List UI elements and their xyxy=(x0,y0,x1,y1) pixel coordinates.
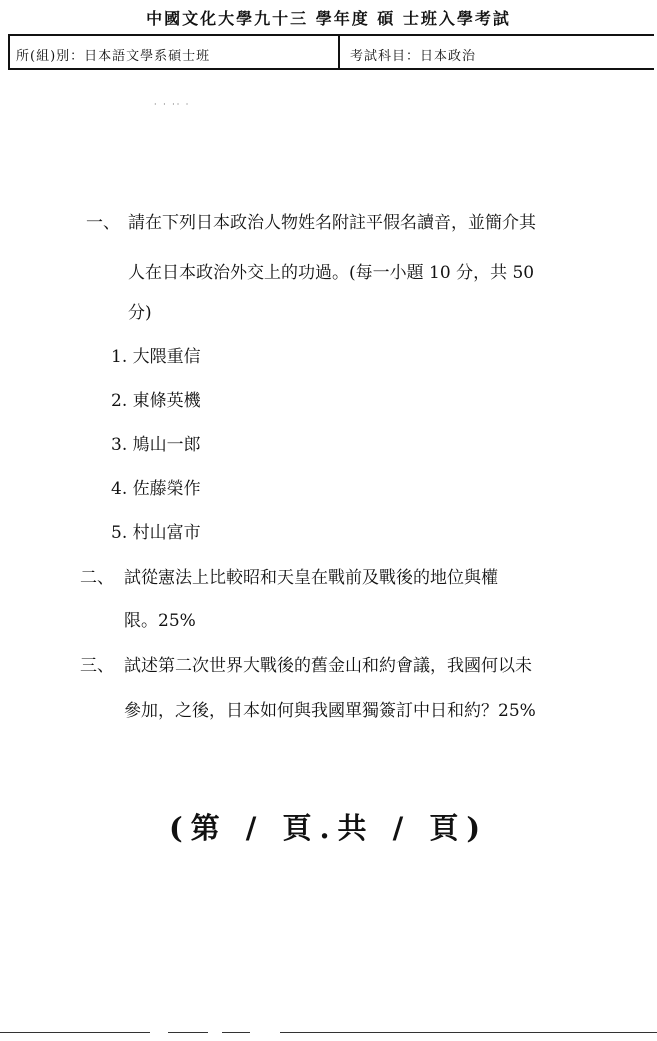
exam-title: 中國文化大學九十三 學年度 碩 士班入學考試 xyxy=(146,9,511,28)
question-1-number: 一、 xyxy=(86,213,120,233)
list-item: 5. 村山富市 xyxy=(111,523,201,543)
list-item: 3. 鳩山一郎 xyxy=(111,435,201,455)
question-3-line-1: 試述第二次世界大戰後的舊金山和約會議，我國何以未 xyxy=(124,656,532,676)
question-2-line-1: 試從憲法上比較昭和天皇在戰前及戰後的地位與權 xyxy=(124,568,498,588)
question-3-line-2: 參加，之後，日本如何與我國單獨簽訂中日和約？25% xyxy=(124,701,536,721)
question-1-line-2: 人在日本政治外交上的功過。(每一小題 10 分，共 50 xyxy=(128,263,535,283)
header-info-box xyxy=(8,34,654,70)
question-3-number: 三、 xyxy=(80,656,114,676)
scan-speck: · · ·· · xyxy=(154,100,191,109)
bottom-rule xyxy=(222,1032,250,1033)
page-number-footer: (第 / 頁.共 / 頁) xyxy=(168,811,489,845)
header-divider xyxy=(338,36,340,68)
question-1-line-1: 請在下列日本政治人物姓名附註平假名讀音，並簡介其 xyxy=(128,213,536,233)
list-item: 4. 佐藤榮作 xyxy=(111,479,201,499)
bottom-rule xyxy=(280,1032,657,1033)
list-item: 1. 大隈重信 xyxy=(111,347,201,367)
question-2-number: 二、 xyxy=(80,568,114,588)
subject-label: 考試科目：日本政治 xyxy=(350,49,477,64)
question-2-line-2: 限。25% xyxy=(124,611,196,631)
department-label: 所(組)別：日本語文學系碩士班 xyxy=(16,49,211,64)
bottom-rule xyxy=(168,1032,208,1033)
question-1-line-3: 分) xyxy=(128,303,152,323)
list-item: 2. 東條英機 xyxy=(111,391,201,411)
bottom-rule xyxy=(0,1032,150,1033)
